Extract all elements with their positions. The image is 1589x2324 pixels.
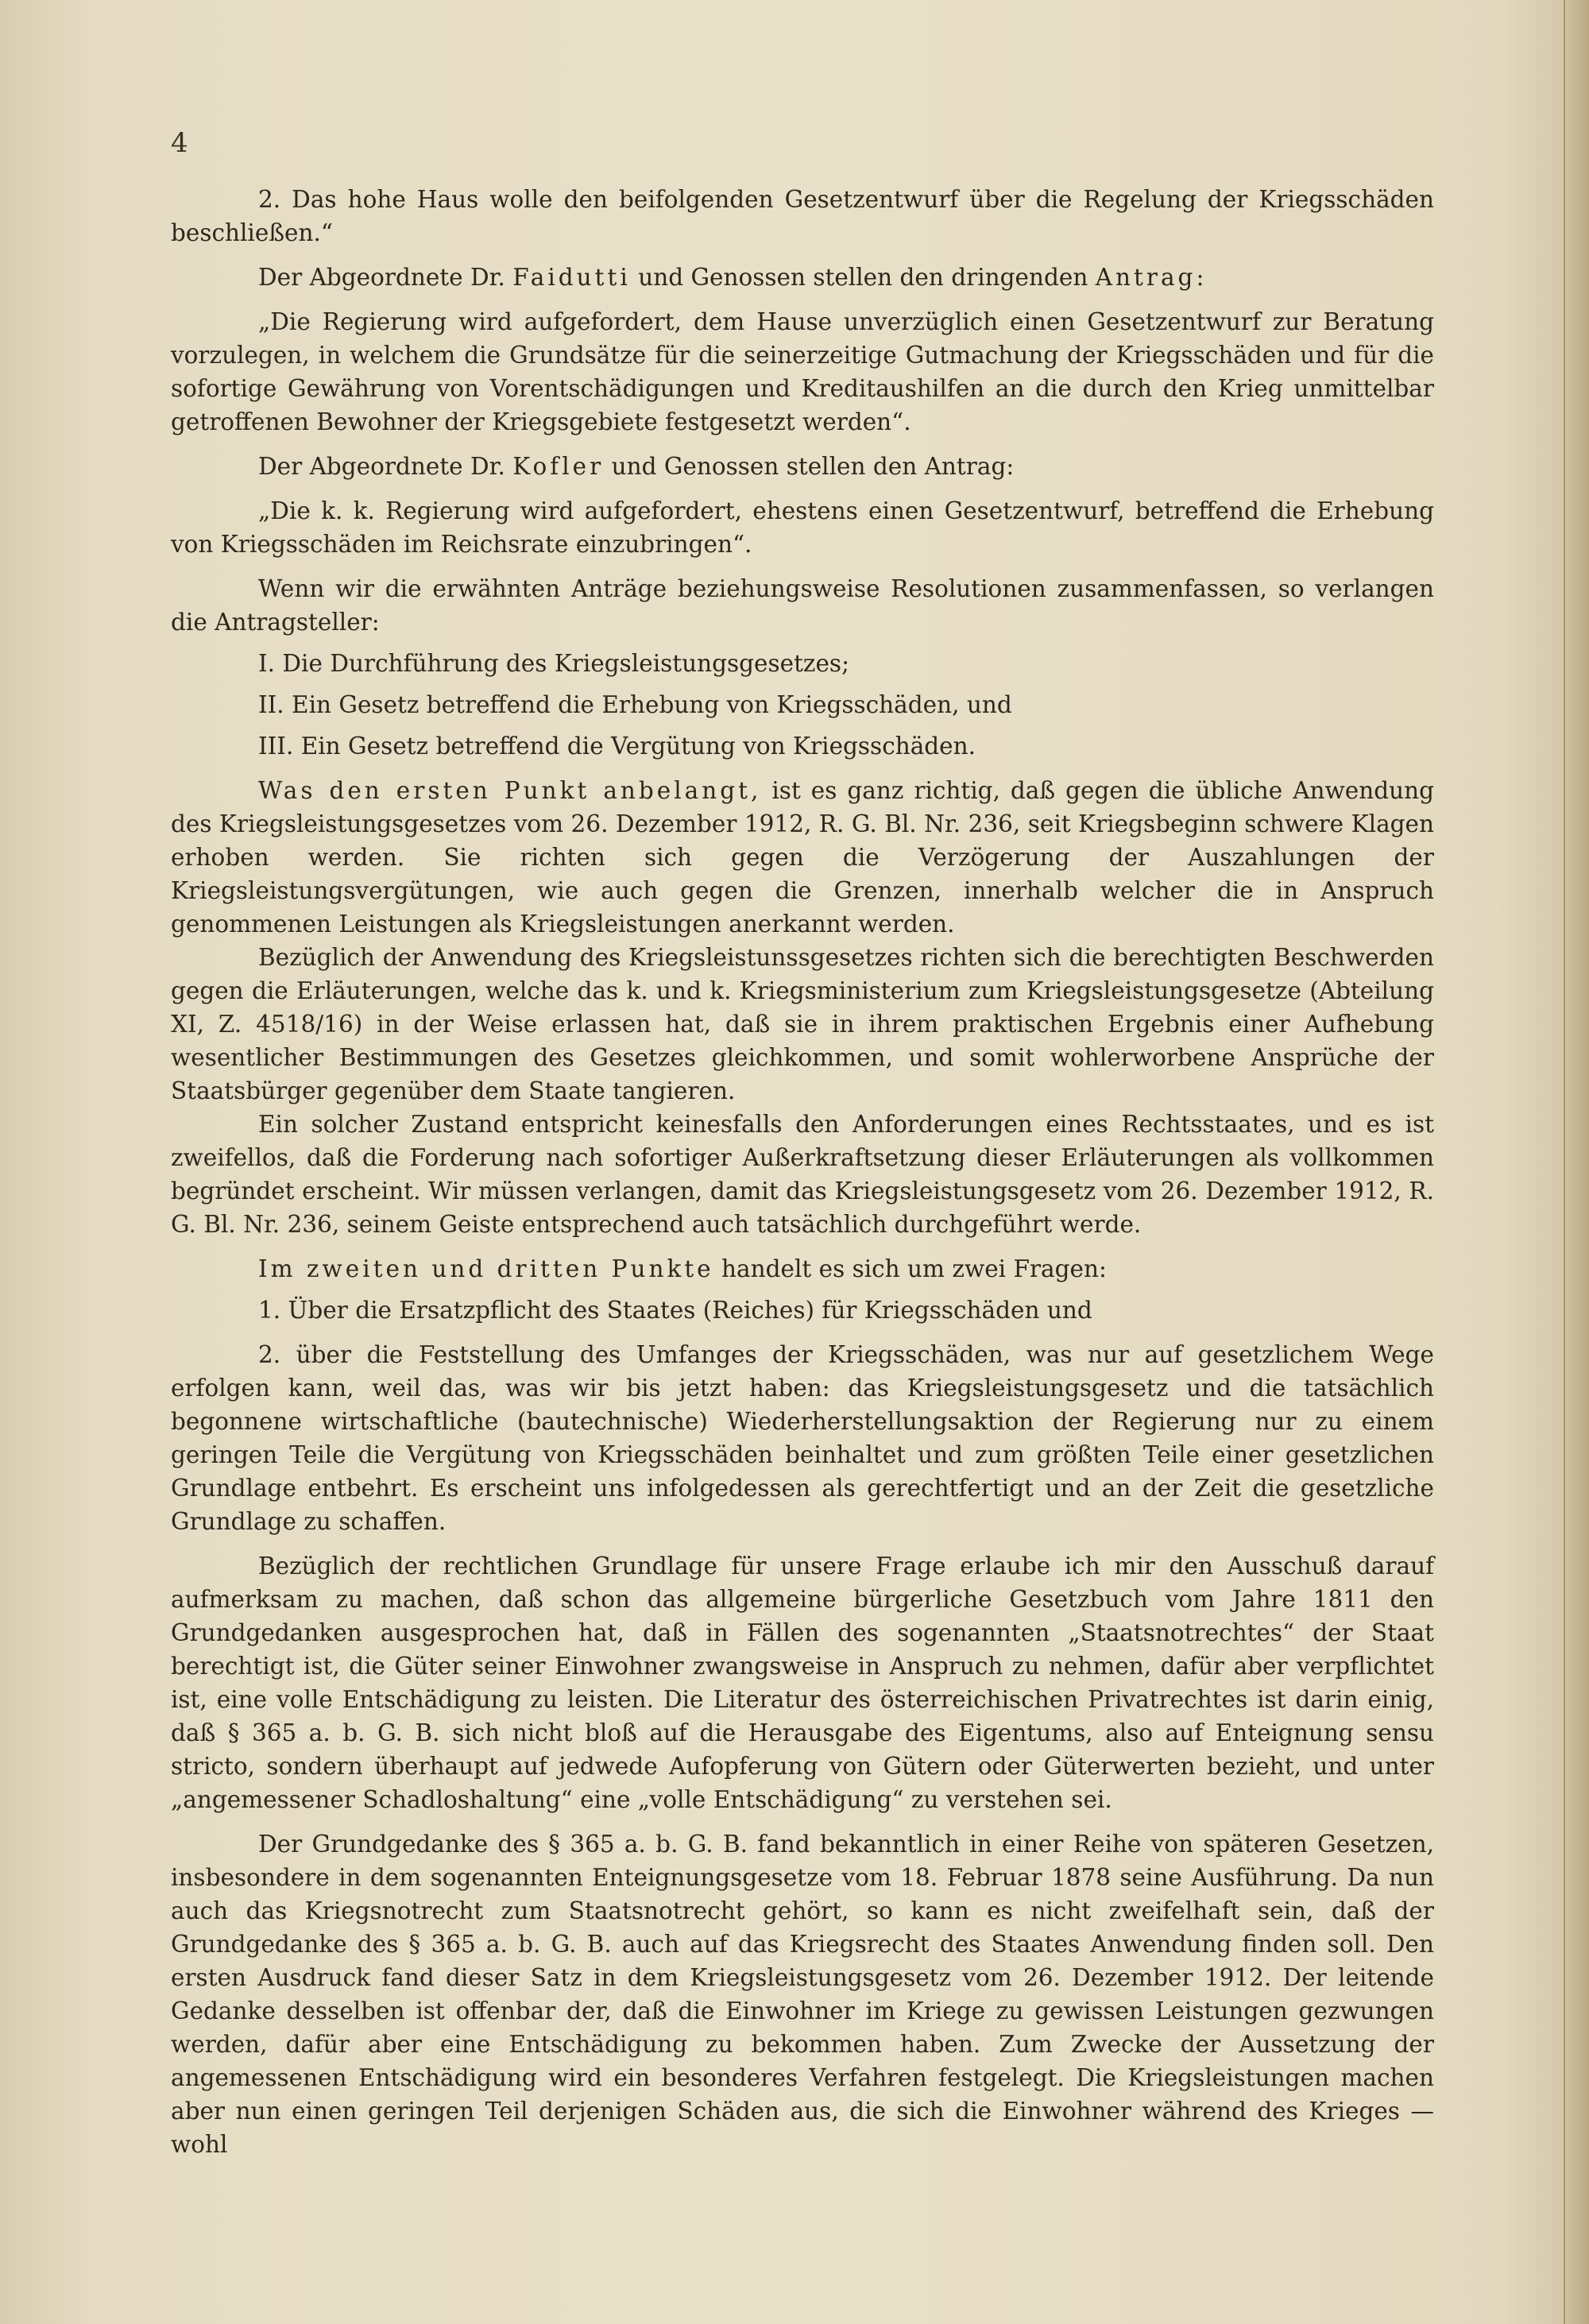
spaced-lead: Im zweiten und dritten Punkte [258,1255,714,1282]
body-text [171,183,1434,2161]
text-run: und Genossen stellen den dringenden [630,264,1096,291]
list-item: II. Ein Gesetz betreffend die Erhebung von Kriegsschäden, und [258,691,1012,718]
page-number: 4 [171,127,188,159]
text-run: ist es ganz richtig, daß gegen die übliche Anwendung des Kriegsleistungsgesetzes vom 26. Dezember 1912, R. G. Bl. Nr. 236, seit Kriegsbeginn schwere Klagen erhoben werden. Sie richten sich gegen die Verzögerung der Auszahlungen der Kriegsleistungsvergütungen, wie auch gegen die Grenzen, innerhalb welcher die in Anspruch genommenen Leistungen als Kriegsleistungen anerkannt werden. [171,777,1434,938]
list-item: III. Ein Gesetz betreffend die Vergütung von Kriegsschäden. [258,733,976,760]
page-edge [1564,0,1589,2324]
spaced-name: Faidutti [512,264,631,291]
text-run: : [1196,264,1204,291]
text-run: handelt es sich um zwei Fragen: [713,1255,1107,1282]
paragraph [171,450,1434,483]
spaced-term: Antrag [1095,264,1197,291]
paragraph [171,261,1434,294]
spaced-lead: Was den ersten Punkt anbelangt, [258,777,762,804]
paragraph: 2. über die Feststellung des Umfanges der Kriegsschäden, was nur auf gesetzlichem Wege erfolgen kann, weil das, was wir bis jetzt haben: das Kriegsleistungsgesetz und die tatsächlich begonnene wirtschaftliche (bautechnische) Wiederherstellungsaktion der Regierung nur zu einem geringen Teile die Vergütung von Kriegsschäden beinhaltet und zum größten Teile einer gesetzlichen Grundlage entbehrt. Es erscheint uns infolgedessen als gerechtfertigt und an der Zeit die gesetzliche Grundlage zu schaffen. [171,1341,1434,1535]
paragraph [171,1252,1434,1286]
quote-paragraph: „Die Regierung wird aufgefordert, dem Hause unverzüglich einen Gesetzentwurf zur Beratung vorzulegen, in welchem die Grundsätze für die seinerzeitige Gutmachung der Kriegsschäden und für die sofortige Gewährung von Vorentschädigungen und Kreditaushilfen an die durch den Krieg unmittelbar getroffenen Bewohner der Kriegsgebiete festgesetzt werden“. [171,308,1434,435]
list-item: I. Die Durchführung des Kriegsleistungsgesetzes; [258,650,850,677]
text-run: Der Abgeordnete Dr. [258,453,513,480]
paragraph: Bezüglich der rechtlichen Grundlage für unsere Frage erlaube ich mir den Ausschuß darauf aufmerksam zu machen, daß schon das allgemeine bürgerliche Gesetzbuch vom Jahre 1811 den Grundgedanken ausgesprochen hat, daß in Fällen des sogenannten „Staatsnotrechtes“ der Staat berechtigt ist, die Güter seiner Einwohner zwangsweise in Anspruch zu nehmen, dafür aber verpflichtet ist, eine volle Entschädigung zu leisten. Die Literatur des österreichischen Privatrechtes ist darin einig, daß § 365 a. b. G. B. sich nicht bloß auf die Herausgabe des Eigentums, also auf Enteignung sensu stricto, sondern überhaupt auf jedwede Aufopferung von Gütern oder Güterwerten bezieht, und unter „angemessener Schadloshaltung“ eine „volle Entschädigung“ zu verstehen sei. [171,1553,1434,1813]
text-run: und Genossen stellen den Antrag: [604,453,1015,480]
text-run: Der Abgeordnete Dr. [258,264,513,291]
paragraph: Ein solcher Zustand entspricht keinesfalls den Anforderungen eines Rechtsstaates, und es ist zweifellos, daß die Forderung nach sofortiger Außerkraftsetzung dieser Erläuterungen als vollkommen begründet erscheint. Wir müssen verlangen, damit das Kriegsleistungsgesetz vom 26. Dezember 1912, R. G. Bl. Nr. 236, seinem Geiste entsprechend auch tatsächlich durchgeführt werde. [171,1111,1434,1238]
paragraph [171,774,1434,941]
paragraph: 2. Das hohe Haus wolle den beifolgenden Gesetzentwurf über die Regelung der Kriegsschäden beschließen.“ [171,186,1434,246]
list-item: 1. Über die Ersatzpflicht des Staates (Reiches) für Kriegsschäden und [258,1297,1092,1324]
paragraph: Der Grundgedanke des § 365 a. b. G. B. fand bekanntlich in einer Reihe von späteren Gesetzen, insbesondere in dem sogenannten Enteignungsgesetze vom 18. Februar 1878 seine Ausführung. Da nun auch das Kriegsnotrecht zum Staatsnotrecht gehört, so kann es nicht zweifelhaft sein, daß der Grundgedanke des § 365 a. b. G. B. auch auf das Kriegsrecht des Staates Anwendung finden soll. Den ersten Ausdruck fand dieser Satz in dem Kriegsleistungsgesetz vom 26. Dezember 1912. Der leitende Gedanke desselben ist offenbar der, daß die Einwohner im Kriege zu gewissen Leistungen gezwungen werden, dafür aber eine Entschädigung zu bekommen haben. Zum Zwecke der Aussetzung der angemessenen Entschädigung wird ein besonderes Verfahren festgelegt. Die Kriegsleistungen machen aber nun einen geringen Teil derjenigen Schäden aus, die sich die Einwohner während des Krieges — wohl [171,1831,1434,2158]
quote-paragraph: „Die k. k. Regierung wird aufgefordert, ehestens einen Gesetzentwurf, betreffend die Erhebung von Kriegsschäden im Reichsrate einzubringen“. [171,497,1434,558]
spaced-name: Kofler [512,453,605,480]
paragraph: Bezüglich der Anwendung des Kriegsleistunssgesetzes richten sich die berechtigten Beschwerden gegen die Erläuterungen, welche das k. und k. Kriegsministerium zum Kriegsleistungsgesetze (Abteilung XI, Z. 4518/16) in der Weise erlassen hat, daß sie in ihrem praktischen Ergebnis einer Aufhebung wesentlicher Bestimmungen des Gesetzes gleichkommen, und somit wohlerworbene Ansprüche der Staatsbürger gegenüber dem Staate tangieren. [171,944,1434,1104]
paragraph: Wenn wir die erwähnten Anträge beziehungsweise Resolutionen zusammenfassen, so verlangen die Antragsteller: [171,575,1434,636]
